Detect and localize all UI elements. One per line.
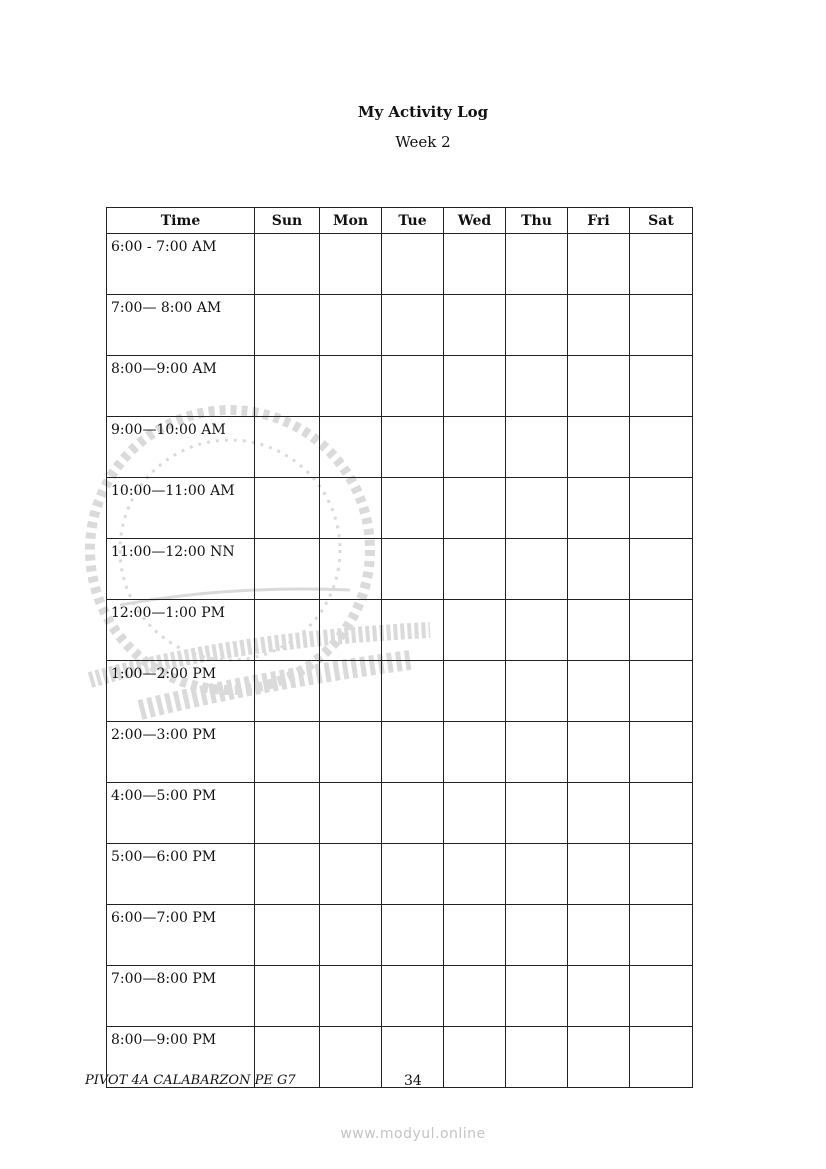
column-header-mon: Mon <box>320 208 382 234</box>
activity-cell-mon[interactable] <box>320 234 382 295</box>
activity-cell-thu[interactable] <box>506 539 568 600</box>
time-slot-label: 9:00—10:00 AM <box>107 417 255 478</box>
activity-cell-sat[interactable] <box>630 600 693 661</box>
column-header-wed: Wed <box>444 208 506 234</box>
activity-cell-mon[interactable] <box>320 478 382 539</box>
activity-cell-fri[interactable] <box>568 295 630 356</box>
activity-cell-sun[interactable] <box>255 722 320 783</box>
activity-cell-mon[interactable] <box>320 295 382 356</box>
activity-cell-wed[interactable] <box>444 234 506 295</box>
activity-cell-sat[interactable] <box>630 295 693 356</box>
time-slot-label: 11:00—12:00 NN <box>107 539 255 600</box>
table-row <box>107 356 693 417</box>
activity-cell-tue[interactable] <box>382 661 444 722</box>
activity-cell-wed[interactable] <box>444 600 506 661</box>
activity-cell-wed[interactable] <box>444 478 506 539</box>
column-header-tue: Tue <box>382 208 444 234</box>
activity-cell-thu[interactable] <box>506 234 568 295</box>
activity-cell-tue[interactable] <box>382 295 444 356</box>
activity-cell-wed[interactable] <box>444 1027 506 1088</box>
activity-cell-sat[interactable] <box>630 844 693 905</box>
activity-cell-fri[interactable] <box>568 234 630 295</box>
activity-cell-wed[interactable] <box>444 417 506 478</box>
table-row <box>107 722 693 783</box>
activity-cell-mon[interactable] <box>320 1027 382 1088</box>
activity-cell-wed[interactable] <box>444 661 506 722</box>
activity-cell-tue[interactable] <box>382 234 444 295</box>
activity-cell-thu[interactable] <box>506 478 568 539</box>
column-header-sat: Sat <box>630 208 693 234</box>
activity-cell-sun[interactable] <box>255 600 320 661</box>
table-row <box>107 295 693 356</box>
activity-cell-sat[interactable] <box>630 539 693 600</box>
time-slot-label: 10:00—11:00 AM <box>107 478 255 539</box>
table-row <box>107 966 693 1027</box>
activity-cell-mon[interactable] <box>320 539 382 600</box>
activity-cell-wed[interactable] <box>444 356 506 417</box>
activity-cell-thu[interactable] <box>506 600 568 661</box>
activity-cell-wed[interactable] <box>444 295 506 356</box>
table-row <box>107 844 693 905</box>
time-slot-label: 12:00—1:00 PM <box>107 600 255 661</box>
activity-cell-thu[interactable] <box>506 905 568 966</box>
activity-cell-tue[interactable] <box>382 539 444 600</box>
activity-cell-wed[interactable] <box>444 722 506 783</box>
activity-cell-sun[interactable] <box>255 478 320 539</box>
activity-cell-sun[interactable] <box>255 295 320 356</box>
activity-cell-sun[interactable] <box>255 661 320 722</box>
column-header-fri: Fri <box>568 208 630 234</box>
activity-cell-thu[interactable] <box>506 295 568 356</box>
activity-cell-tue[interactable] <box>382 478 444 539</box>
time-slot-label: 7:00—8:00 PM <box>107 966 255 1027</box>
activity-cell-sun[interactable] <box>255 417 320 478</box>
activity-cell-sat[interactable] <box>630 905 693 966</box>
activity-cell-sat[interactable] <box>630 234 693 295</box>
activity-cell-fri[interactable] <box>568 661 630 722</box>
activity-cell-thu[interactable] <box>506 661 568 722</box>
activity-cell-mon[interactable] <box>320 356 382 417</box>
page-number: 34 <box>404 1073 422 1089</box>
column-header-time: Time <box>107 208 255 234</box>
activity-cell-mon[interactable] <box>320 844 382 905</box>
activity-cell-fri[interactable] <box>568 417 630 478</box>
activity-cell-sat[interactable] <box>630 966 693 1027</box>
table-row <box>107 417 693 478</box>
activity-cell-thu[interactable] <box>506 722 568 783</box>
activity-cell-sun[interactable] <box>255 234 320 295</box>
column-header-sun: Sun <box>255 208 320 234</box>
activity-cell-tue[interactable] <box>382 417 444 478</box>
activity-cell-fri[interactable] <box>568 600 630 661</box>
activity-cell-sun[interactable] <box>255 844 320 905</box>
table-row <box>107 905 693 966</box>
time-slot-label: 6:00—7:00 PM <box>107 905 255 966</box>
activity-cell-sat[interactable] <box>630 1027 693 1088</box>
activity-cell-mon[interactable] <box>320 905 382 966</box>
activity-cell-tue[interactable] <box>382 356 444 417</box>
activity-cell-tue[interactable] <box>382 844 444 905</box>
activity-cell-fri[interactable] <box>568 539 630 600</box>
activity-cell-mon[interactable] <box>320 966 382 1027</box>
activity-cell-wed[interactable] <box>444 783 506 844</box>
activity-cell-tue[interactable] <box>382 783 444 844</box>
activity-cell-sat[interactable] <box>630 722 693 783</box>
activity-cell-mon[interactable] <box>320 661 382 722</box>
activity-cell-sat[interactable] <box>630 356 693 417</box>
website-watermark: www.modyul.online <box>340 1126 486 1142</box>
activity-cell-thu[interactable] <box>506 783 568 844</box>
activity-cell-sat[interactable] <box>630 661 693 722</box>
activity-cell-fri[interactable] <box>568 905 630 966</box>
activity-cell-thu[interactable] <box>506 844 568 905</box>
activity-cell-fri[interactable] <box>568 478 630 539</box>
activity-cell-sat[interactable] <box>630 783 693 844</box>
activity-cell-tue[interactable] <box>382 905 444 966</box>
time-slot-label: 2:00—3:00 PM <box>107 722 255 783</box>
table-header-row <box>107 208 693 234</box>
activity-cell-sat[interactable] <box>630 417 693 478</box>
table-row <box>107 600 693 661</box>
table-row <box>107 478 693 539</box>
time-slot-label: 5:00—6:00 PM <box>107 844 255 905</box>
table-row <box>107 539 693 600</box>
page-subtitle: Week 2 <box>395 133 451 151</box>
table-row <box>107 783 693 844</box>
column-header-thu: Thu <box>506 208 568 234</box>
activity-cell-sun[interactable] <box>255 966 320 1027</box>
table-body <box>107 234 693 1088</box>
activity-cell-mon[interactable] <box>320 417 382 478</box>
activity-cell-fri[interactable] <box>568 783 630 844</box>
table-row <box>107 234 693 295</box>
activity-cell-wed[interactable] <box>444 966 506 1027</box>
time-slot-label: 8:00—9:00 PM <box>107 1027 255 1088</box>
time-slot-label: 6:00 - 7:00 AM <box>107 234 255 295</box>
module-name: PIVOT 4A CALABARZON PE G7 <box>85 1073 296 1088</box>
activity-cell-fri[interactable] <box>568 722 630 783</box>
activity-cell-mon[interactable] <box>320 783 382 844</box>
activity-cell-wed[interactable] <box>444 539 506 600</box>
time-slot-label: 1:00—2:00 PM <box>107 661 255 722</box>
activity-cell-wed[interactable] <box>444 844 506 905</box>
activity-cell-fri[interactable] <box>568 966 630 1027</box>
table-row <box>107 661 693 722</box>
activity-cell-fri[interactable] <box>568 356 630 417</box>
activity-cell-wed[interactable] <box>444 905 506 966</box>
activity-cell-sat[interactable] <box>630 478 693 539</box>
time-slot-label: 4:00—5:00 PM <box>107 783 255 844</box>
activity-cell-mon[interactable] <box>320 600 382 661</box>
activity-cell-tue[interactable] <box>382 600 444 661</box>
activity-cell-thu[interactable] <box>506 356 568 417</box>
activity-cell-tue[interactable] <box>382 722 444 783</box>
activity-cell-thu[interactable] <box>506 966 568 1027</box>
activity-cell-fri[interactable] <box>568 1027 630 1088</box>
activity-cell-tue[interactable] <box>382 966 444 1027</box>
activity-cell-sun[interactable] <box>255 356 320 417</box>
time-slot-label: 7:00— 8:00 AM <box>107 295 255 356</box>
page-title: My Activity Log <box>357 103 489 121</box>
activity-cell-fri[interactable] <box>568 844 630 905</box>
activity-cell-sun[interactable] <box>255 905 320 966</box>
activity-cell-thu[interactable] <box>506 1027 568 1088</box>
activity-cell-thu[interactable] <box>506 417 568 478</box>
time-slot-label: 8:00—9:00 AM <box>107 356 255 417</box>
activity-cell-mon[interactable] <box>320 722 382 783</box>
activity-cell-sun[interactable] <box>255 783 320 844</box>
activity-log-table <box>106 207 693 1088</box>
activity-cell-sun[interactable] <box>255 539 320 600</box>
